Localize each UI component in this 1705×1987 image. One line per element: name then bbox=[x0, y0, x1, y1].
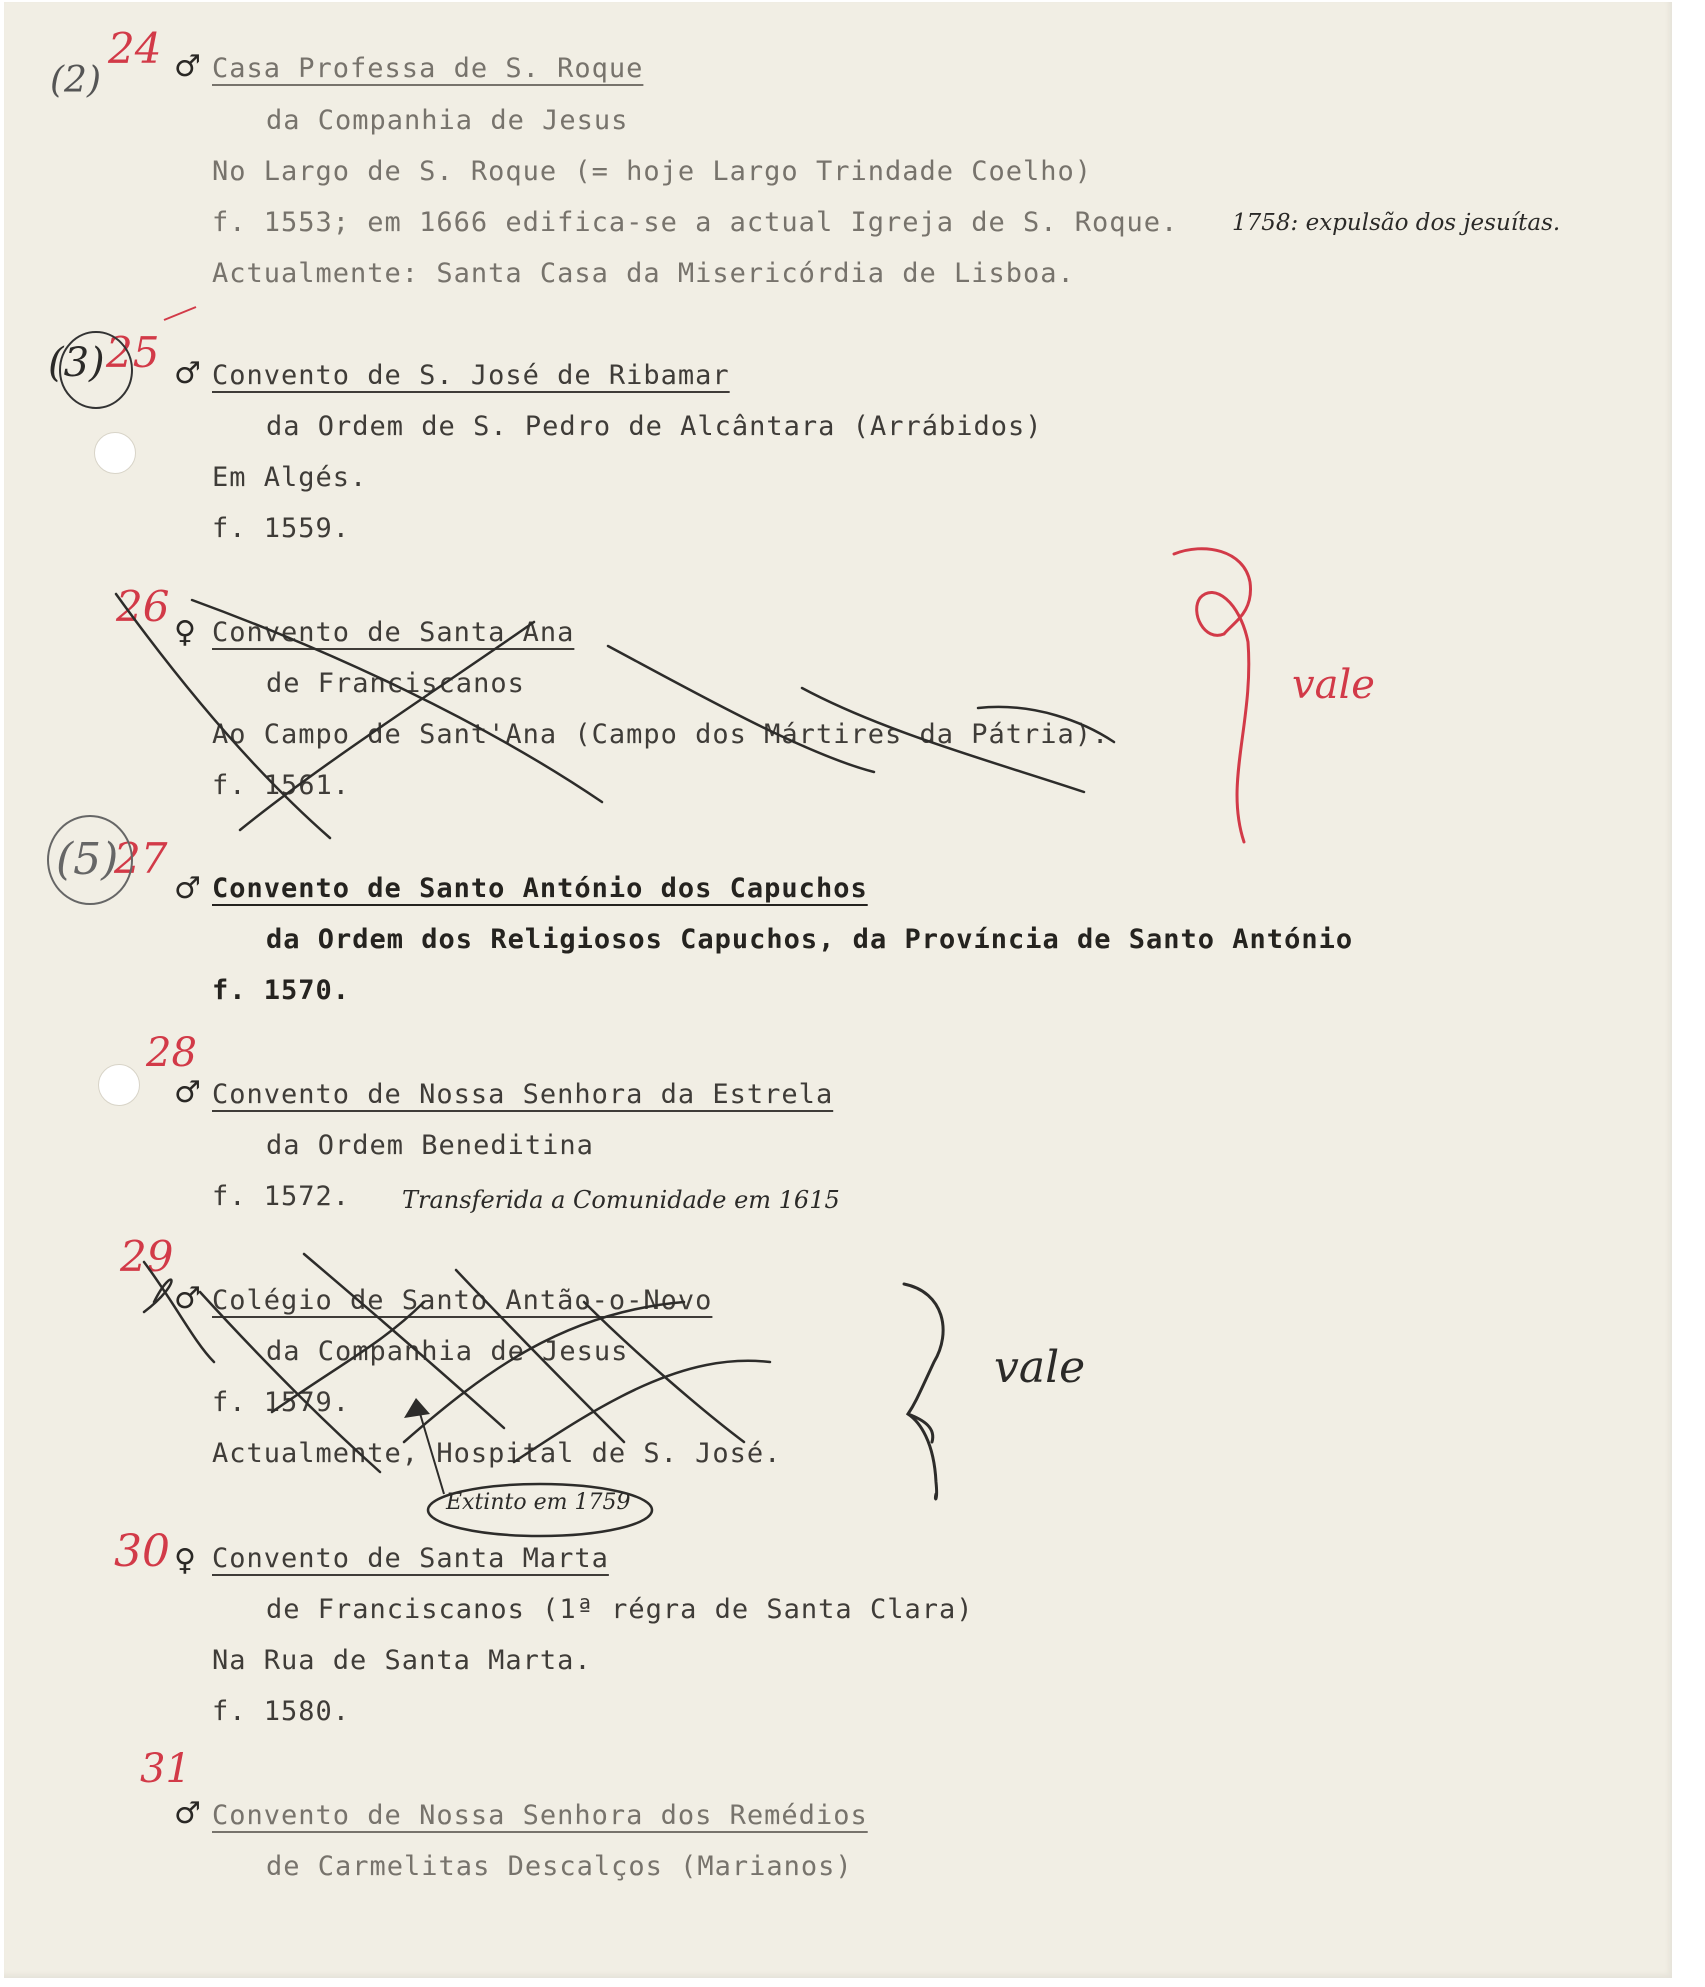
entry-line: f. 1570. bbox=[212, 975, 351, 1006]
dark-brace bbox=[904, 1284, 943, 1499]
handwritten-annotation: vale bbox=[994, 1342, 1086, 1393]
entry-line: f. 1561. bbox=[212, 770, 351, 801]
document-page bbox=[4, 2, 1672, 1978]
entry-ref-number: 24 bbox=[108, 24, 162, 73]
entry-line: f. 1572. bbox=[212, 1181, 351, 1212]
male-symbol-icon: ♂ bbox=[174, 49, 201, 84]
entry-ref-number: 31 bbox=[140, 1746, 191, 1792]
entry-ref-number: 25 bbox=[106, 328, 160, 377]
handwritten-note-extinct: Extinto em 1759 bbox=[446, 1490, 631, 1515]
arrow-head bbox=[404, 1398, 430, 1418]
female-symbol-icon: ♀ bbox=[174, 1543, 196, 1578]
entry-line: No Largo de S. Roque (= hoje Largo Trindade Coelho) bbox=[212, 156, 1093, 187]
red-tick bbox=[164, 307, 196, 320]
entry-line: Actualmente: Santa Casa da Misericórdia de Lisboa. bbox=[212, 258, 1075, 289]
entry-line: f. 1580. bbox=[212, 1696, 351, 1727]
male-symbol-icon: ♂ bbox=[174, 356, 201, 391]
number-circle bbox=[60, 332, 132, 408]
entry-title: Colégio de Santo Antão-o-Novo bbox=[212, 1285, 713, 1316]
entry-line: da Companhia de Jesus bbox=[266, 105, 629, 136]
entry-ref-number: 28 bbox=[146, 1030, 197, 1076]
entry-ref-number: 27 bbox=[114, 834, 168, 883]
male-symbol-icon: ♂ bbox=[174, 1075, 201, 1110]
crossout-entry-26 bbox=[116, 594, 1114, 838]
entry-title: Convento de Santa Marta bbox=[212, 1543, 609, 1574]
entry-title: Convento de Santa Ana bbox=[212, 617, 575, 648]
male-symbol-icon: ♂ bbox=[174, 871, 201, 906]
handwritten-annotation: vale bbox=[1292, 662, 1375, 708]
handwritten-annotation: 1758: expulsão dos jesuítas. bbox=[1232, 210, 1561, 236]
red-brace bbox=[1174, 549, 1251, 842]
entry-line: da Ordem Beneditina bbox=[266, 1130, 594, 1161]
entry-title: Convento de Santo António dos Capuchos bbox=[212, 873, 868, 904]
handwritten-annotation: Transferida a Comunidade em 1615 bbox=[402, 1186, 840, 1214]
entry-line: Ao Campo de Sant'Ana (Campo dos Mártires da Pátria). bbox=[212, 719, 1110, 750]
male-symbol-icon: ♂ bbox=[174, 1796, 201, 1831]
entry-line: da Ordem dos Religiosos Capuchos, da Província de Santo António bbox=[266, 924, 1354, 955]
entry-line: de Carmelitas Descalços (Marianos) bbox=[266, 1851, 853, 1882]
entry-line: f. 1553; em 1666 edifica-se a actual Igreja de S. Roque. bbox=[212, 207, 1179, 238]
entry-number: (2) bbox=[50, 60, 101, 101]
entry-title: Convento de S. José de Ribamar bbox=[212, 360, 730, 391]
male-symbol-icon: ♂ bbox=[174, 1281, 201, 1316]
entry-line: f. 1559. bbox=[212, 513, 351, 544]
female-symbol-icon: ♀ bbox=[174, 615, 196, 650]
entry-line: de Franciscanos bbox=[266, 668, 525, 699]
entry-title: Casa Professa de S. Roque bbox=[212, 53, 644, 84]
entry-ref-number: 29 bbox=[120, 1232, 174, 1281]
handwriting-strokes bbox=[4, 2, 1672, 1978]
entry-ref-number: 30 bbox=[114, 1526, 170, 1577]
entry-ref-number: 26 bbox=[116, 582, 170, 631]
entry-line: da Ordem de S. Pedro de Alcântara (Arrábidos) bbox=[266, 411, 1043, 442]
entry-line: de Franciscanos (1ª régra de Santa Clara) bbox=[266, 1594, 974, 1625]
entry-title: Convento de Nossa Senhora dos Remédios bbox=[212, 1800, 868, 1831]
entry-line: f. 1579. bbox=[212, 1387, 351, 1418]
entry-line: Na Rua de Santa Marta. bbox=[212, 1645, 592, 1676]
note-oval bbox=[428, 1484, 652, 1536]
entry-line: Em Algés. bbox=[212, 462, 368, 493]
entry-title: Convento de Nossa Senhora da Estrela bbox=[212, 1079, 834, 1110]
entry-line: da Companhia de Jesus bbox=[266, 1336, 629, 1367]
entry-number: (5) bbox=[56, 834, 119, 885]
crossout-entry-29 bbox=[144, 1254, 770, 1472]
number-circle bbox=[48, 816, 132, 904]
entry-number: (3) bbox=[48, 340, 105, 386]
entry-line: Actualmente, Hospital de S. José. bbox=[212, 1438, 782, 1469]
